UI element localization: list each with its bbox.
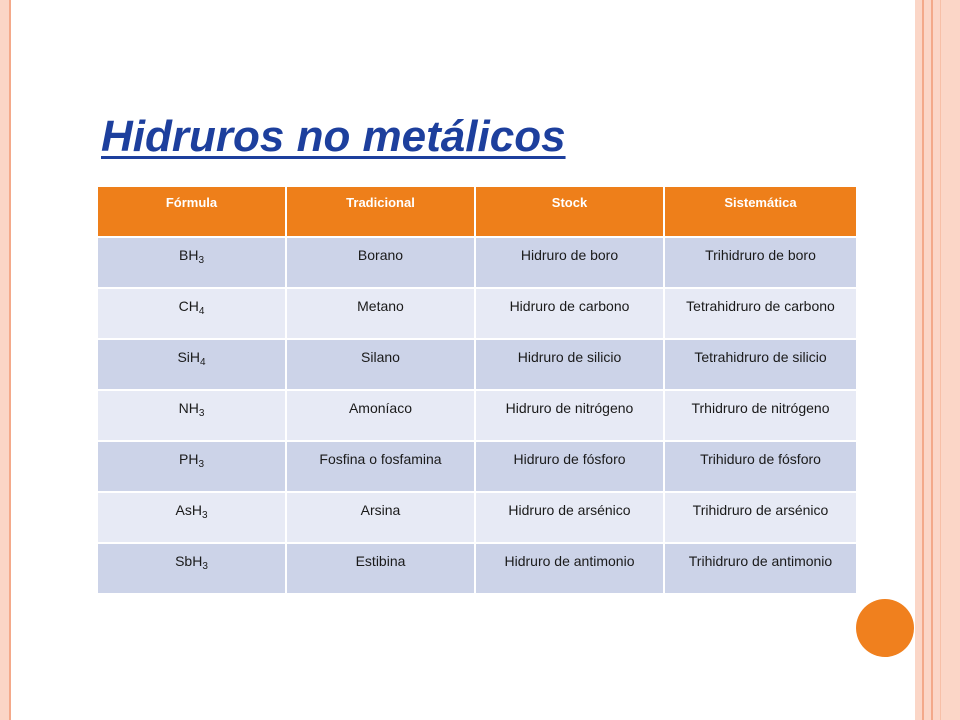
stock-cell: Hidruro de carbono (475, 288, 664, 339)
formula-cell (98, 339, 286, 390)
decorative-orange-circle (856, 599, 914, 657)
header-tradicional: Tradicional (286, 187, 475, 237)
formula-cell (98, 492, 286, 543)
table-row (98, 441, 856, 492)
formula-subscript: 4 (198, 306, 205, 317)
formula-cell (98, 288, 286, 339)
tradicional-cell: Amoníaco (286, 390, 475, 441)
header-sistematica: Sistemática (664, 187, 856, 237)
sistematica-cell: Trihidruro de boro (664, 237, 856, 288)
table-row (98, 492, 856, 543)
sistematica-cell: Trihidruro de arsénico (664, 492, 856, 543)
tradicional-cell: Silano (286, 339, 475, 390)
table-row (98, 390, 856, 441)
formula-subscript: 4 (200, 357, 206, 368)
formula-base: NH (178, 400, 199, 416)
formula-subscript: 3 (202, 561, 208, 572)
sistematica-cell: Tetrahidruro de silicio (664, 339, 856, 390)
slide-frame-right-line (922, 0, 924, 720)
stock-cell: Hidruro de boro (475, 237, 664, 288)
formula-base: BH (178, 247, 199, 263)
tradicional-cell: Estibina (286, 543, 475, 593)
header-formula: Fórmula (98, 187, 286, 237)
formula-base: CH (178, 298, 199, 314)
stock-cell: Hidruro de silicio (475, 339, 664, 390)
formula-subscript: 3 (201, 510, 208, 521)
table-header-row (98, 187, 856, 237)
formula-cell (98, 543, 286, 593)
tradicional-cell: Fosfina o fosfamina (286, 441, 475, 492)
formula-subscript: 3 (198, 255, 204, 266)
table-row (98, 237, 856, 288)
formula-subscript: 3 (198, 459, 204, 470)
hydrides-table (98, 187, 856, 593)
slide-frame-right-line (931, 0, 933, 720)
header-stock: Stock (475, 187, 664, 237)
table-row (98, 288, 856, 339)
stock-cell: Hidruro de fósforo (475, 441, 664, 492)
slide-frame-left (0, 0, 9, 720)
slide-frame-left-line (9, 0, 11, 720)
formula-base: AsH (175, 502, 202, 518)
formula-subscript: 3 (198, 408, 205, 419)
table-row (98, 339, 856, 390)
tradicional-cell: Arsina (286, 492, 475, 543)
sistematica-cell: Tetrahidruro de carbono (664, 288, 856, 339)
formula-base: SbH (175, 553, 203, 569)
sistematica-cell: Trihidruro de antimonio (664, 543, 856, 593)
sistematica-cell: Trihiduro de fósforo (664, 441, 856, 492)
formula-cell (98, 390, 286, 441)
slide-title: Hidruros no metálicos (101, 112, 566, 161)
formula-cell (98, 237, 286, 288)
formula-base: SiH (177, 349, 200, 365)
slide-frame-right-line (940, 0, 941, 720)
formula-base: PH (178, 451, 199, 467)
sistematica-cell: Trhidruro de nitrógeno (664, 390, 856, 441)
tradicional-cell: Metano (286, 288, 475, 339)
stock-cell: Hidruro de nitrógeno (475, 390, 664, 441)
formula-cell (98, 441, 286, 492)
table-row (98, 543, 856, 593)
tradicional-cell: Borano (286, 237, 475, 288)
stock-cell: Hidruro de antimonio (475, 543, 664, 593)
stock-cell: Hidruro de arsénico (475, 492, 664, 543)
